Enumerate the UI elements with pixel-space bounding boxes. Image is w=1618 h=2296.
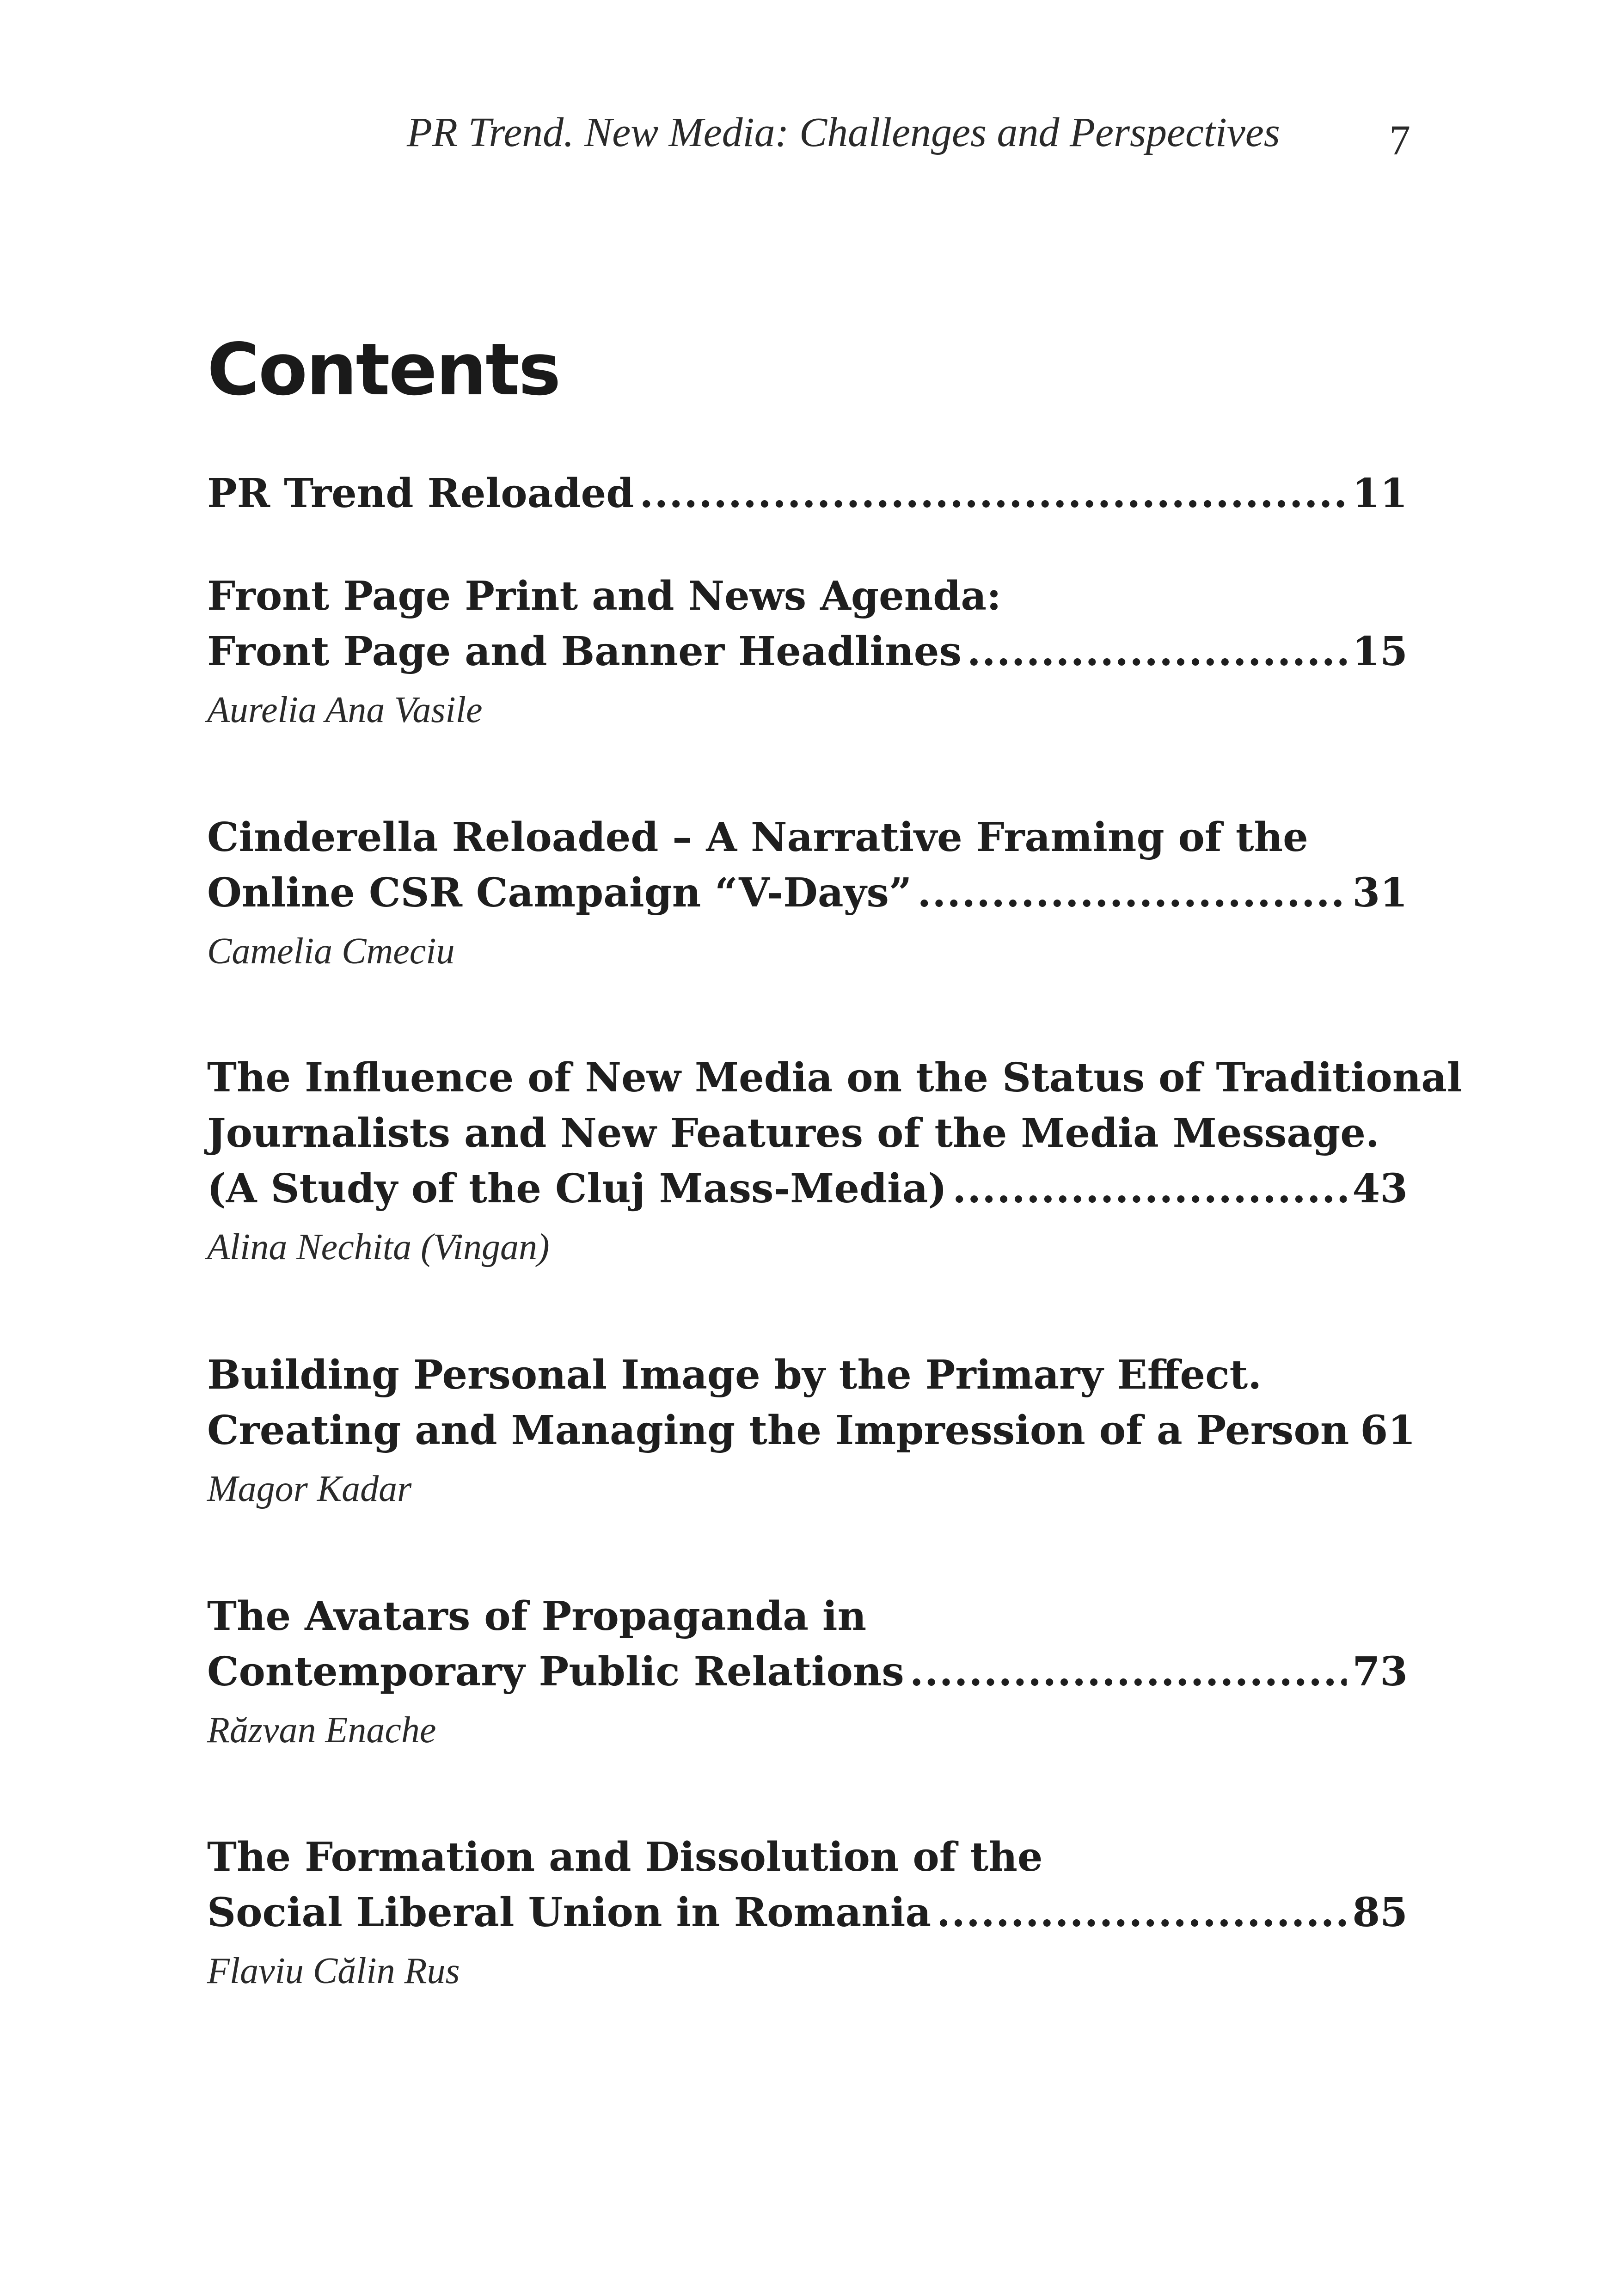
running-header: PR Trend. New Media: Challenges and Perspectives (407, 110, 1280, 155)
toc-entry-title: PR Trend Reloaded (207, 470, 634, 517)
toc-entry-title-line (207, 1403, 1416, 1458)
dot-leader (937, 1885, 1347, 1941)
toc-entry-author: Aurelia Ana Vasile (207, 690, 483, 730)
toc-entry-title-line (207, 865, 1408, 921)
toc-entry-author: Alina Nechita (Vingan) (207, 1227, 550, 1267)
toc-entry-front-page-print[interactable] (207, 569, 1408, 735)
toc-page-number: 43 (1352, 1165, 1408, 1212)
toc-entry-title-line (207, 466, 1408, 521)
toc-page-number: 73 (1352, 1648, 1408, 1695)
toc-entry-cinderella-reloaded[interactable] (207, 810, 1408, 976)
toc-entry-social-liberal-union[interactable] (207, 1830, 1408, 1996)
toc-page-number: 85 (1352, 1889, 1408, 1936)
toc-entry-title-line (207, 1644, 1408, 1700)
toc-page-number: 31 (1352, 869, 1408, 916)
page-number: 7 (1389, 116, 1410, 164)
toc-entry-title: Building Personal Image by the Primary Effect. (207, 1352, 1262, 1398)
toc-page-number: 15 (1352, 628, 1408, 675)
toc-entry-title: Journalists and New Features of the Media Message. (207, 1110, 1379, 1157)
toc-entry-author: Camelia Cmeciu (207, 931, 455, 972)
toc-entry-building-personal-image[interactable] (207, 1347, 1416, 1513)
toc-entry-title: The Avatars of Propaganda in (207, 1593, 867, 1640)
toc-entry-author: Magor Kadar (207, 1469, 412, 1509)
toc-entry-title: Front Page and Banner Headlines (207, 628, 962, 675)
toc-entry-title: Contemporary Public Relations (207, 1648, 904, 1695)
toc-page-number: 11 (1352, 470, 1408, 517)
toc-entry-title: The Formation and Dissolution of the (207, 1834, 1043, 1880)
dot-leader (917, 865, 1347, 921)
toc-entry-title: Front Page Print and News Agenda: (207, 573, 1001, 619)
contents-heading: Contents (207, 328, 560, 411)
dot-leader (639, 466, 1347, 521)
toc-entry-title: The Influence of New Media on the Status of Traditional (207, 1054, 1462, 1101)
toc-entry-title: Online CSR Campaign “V-Days” (207, 869, 912, 916)
toc-entry-pr-trend-reloaded[interactable] (207, 466, 1408, 521)
toc-entry-title-line (207, 624, 1408, 680)
dot-leader (910, 1644, 1347, 1700)
toc-entry-avatars-of-propaganda[interactable] (207, 1589, 1408, 1755)
toc-entry-title-line (207, 1885, 1408, 1941)
toc-entry-title-line (207, 1161, 1408, 1217)
dot-leader (967, 624, 1347, 680)
toc-entry-title: Cinderella Reloaded – A Narrative Framing of the (207, 814, 1308, 861)
dot-leader (952, 1161, 1347, 1217)
toc-entry-title: Social Liberal Union in Romania (207, 1889, 932, 1936)
toc-entry-title: Creating and Managing the Impression of a Person (207, 1407, 1349, 1454)
toc-entry-title: (A Study of the Cluj Mass-Media) (207, 1165, 947, 1212)
toc-entry-author: Răzvan Enache (207, 1710, 436, 1751)
toc-page-number: 61 (1360, 1407, 1416, 1454)
toc-entry-influence-of-new-media[interactable] (207, 1050, 1462, 1272)
toc-entry-author: Flaviu Călin Rus (207, 1951, 460, 1991)
